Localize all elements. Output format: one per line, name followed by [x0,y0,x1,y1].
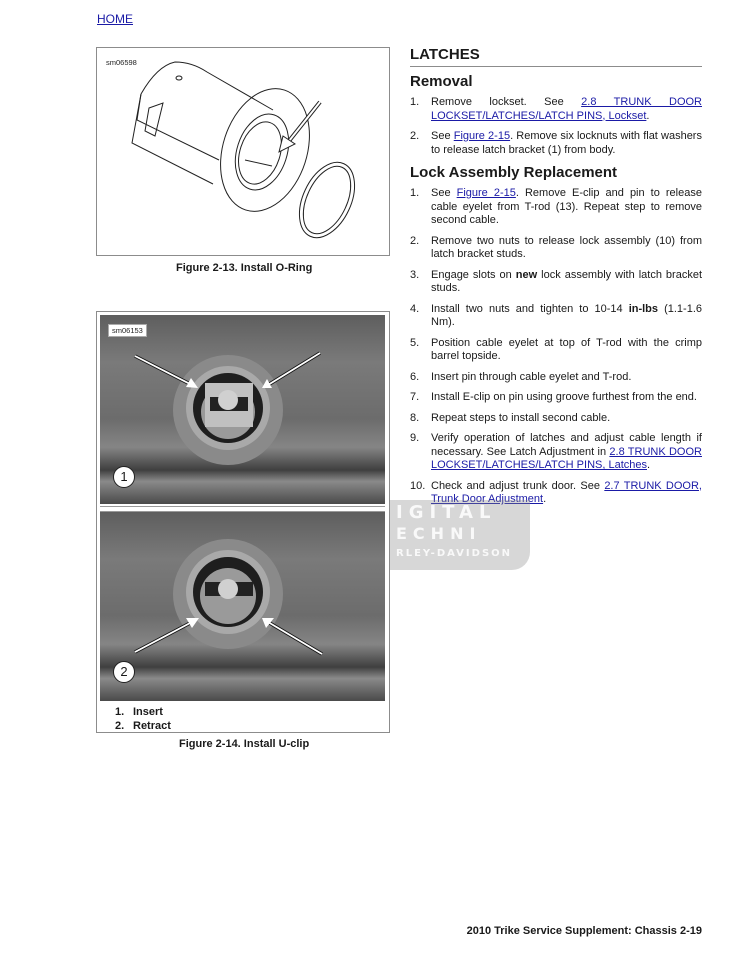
figure-install-o-ring [96,47,390,256]
arrow-icon [279,102,320,152]
replacement-steps [410,187,702,507]
latches-section [410,46,702,514]
figure-image-id: sm06153 [108,324,147,337]
legend-item: 1. Insert [115,706,163,718]
step-item: 10. Check and adjust trunk door. See 2.7 TRUNK DOOR, Trunk Door Adjustment. [410,479,702,505]
home-link[interactable]: HOME [97,12,133,26]
trunk-door-adjustment-link[interactable]: 2.7 TRUNK DOOR, Trunk Door Adjustment [431,479,702,505]
step-item: 9. Verify operation of latches and adjust cable length if necessary. See Latch Adjustment in 2.8 TRUNK DOOR LOCKSET/LATCHES/LATCH PINS, Latches. [410,432,702,471]
latches-link[interactable]: 2.8 TRUNK DOOR LOCKSET/LATCHES/LATCH PINS, Latches [431,445,702,471]
photo-insert [100,315,385,504]
lock-photo-insert [100,315,385,504]
lock-cylinder-illustration [97,48,389,255]
watermark-line: ECHNI [396,524,482,543]
watermark-logo [390,500,530,570]
replacement-heading: Lock Assembly Replacement [410,164,618,181]
figure-caption: Figure 2-13. Install O-Ring [176,262,313,274]
figure-caption: Figure 2-14. Install U-clip [179,738,310,750]
lockset-link[interactable]: 2.8 TRUNK DOOR LOCKSET/LATCHES/LATCH PINS, Lockset [431,96,702,122]
step-item: 4. Install two nuts and tighten to 10-14 in-lbs (1.1-1.6 Nm). [410,302,702,328]
step-item: 1. Remove lockset. See 2.8 TRUNK DOOR LOCKSET/LATCHES/LATCH PINS, Lockset. [410,96,702,122]
figure-2-15-link[interactable]: Figure 2-15 [453,130,511,142]
removal-heading: Removal [410,73,473,90]
callout-1: 1 [113,466,135,488]
removal-steps [410,96,702,157]
section-title: LATCHES [410,46,702,67]
figure-install-u-clip [96,311,390,733]
callout-2: 2 [113,661,135,683]
step-item: 2. See Figure 2-15. Remove six locknuts with flat washers to release latch bracket (1) from body. [410,130,702,156]
figure-legend [115,706,171,734]
step-item: 2. Remove two nuts to release lock assembly (10) from latch bracket studs. [410,234,702,260]
step-item: 6. Insert pin through cable eyelet and T-rod. [410,370,632,383]
watermark-line: RLEY-DAVIDSON [396,548,513,559]
photo-retract [100,512,385,701]
step-item: 5. Position cable eyelet at top of T-rod with the crimp barrel topside. [410,336,702,362]
watermark-line: IGITAL [396,502,497,523]
lock-photo-retract [100,512,385,701]
step-item: 7. Install E-clip on pin using groove furthest from the end. [410,391,697,403]
page-footer: 2010 Trike Service Supplement: Chassis 2-19 [466,925,702,937]
figure-image-id: sm06598 [106,58,137,67]
step-item: 8. Repeat steps to install second cable. [410,411,611,424]
legend-item: 2. Retract [115,720,171,732]
step-item: 3. Engage slots on new lock assembly with latch bracket studs. [410,268,702,294]
figure-2-15-link[interactable]: Figure 2-15 [456,187,516,199]
step-item: 1. See Figure 2-15. Remove E-clip and pin to release cable eyelet from T-rod (13). Repeat step to remove second cable. [410,187,702,226]
